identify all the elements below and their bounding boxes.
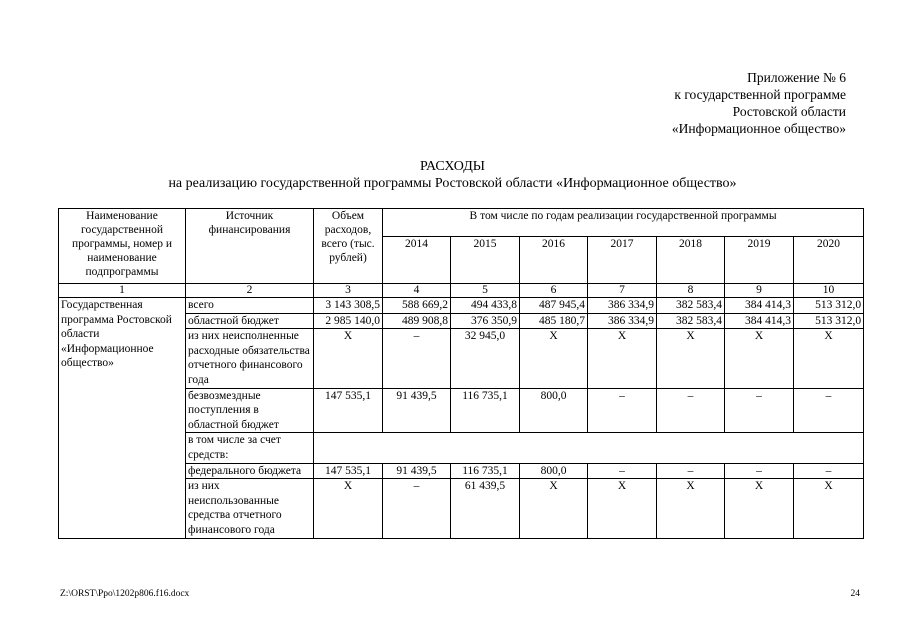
program-name-cell: Государственная программа Ростовской области «Информационное общество» (59, 298, 186, 539)
value-cell: 147 535,1 (314, 463, 383, 479)
value-cell: – (657, 463, 725, 479)
value-cell: 91 439,5 (383, 388, 451, 433)
header-year: 2015 (451, 237, 520, 284)
column-number: 3 (314, 284, 383, 298)
value-cell: X (725, 329, 794, 388)
value-cell: 494 433,8 (451, 298, 520, 314)
appendix-line: к государственной программе (674, 87, 846, 102)
appendix-line: Ростовской области (732, 104, 846, 119)
header-year: 2019 (725, 237, 794, 284)
value-cell: – (794, 388, 864, 433)
value-cell: X (794, 479, 864, 538)
value-cell: – (794, 463, 864, 479)
value-cell: X (314, 479, 383, 538)
source-cell: всего (186, 298, 314, 314)
value-cell: 487 945,4 (520, 298, 588, 314)
table-row (59, 298, 864, 314)
value-cell: 384 414,3 (725, 298, 794, 314)
source-cell: из них неисполненные расходные обязательства отчетного финансового года (186, 329, 314, 388)
value-cell: 489 908,8 (383, 313, 451, 329)
column-number: 8 (657, 284, 725, 298)
value-cell: 116 735,1 (451, 463, 520, 479)
file-path-footer: Z:\ORST\Ppo\1202p806.f16.docx (60, 589, 190, 599)
value-cell: 386 334,9 (588, 313, 657, 329)
value-cell: 147 535,1 (314, 388, 383, 433)
page-number: 24 (850, 589, 860, 599)
value-cell: 386 334,9 (588, 298, 657, 314)
column-number: 6 (520, 284, 588, 298)
column-number: 4 (383, 284, 451, 298)
document-subtitle: на реализацию государственной программы Ростовской области «Информационное общество» (168, 176, 737, 191)
value-cell: – (725, 463, 794, 479)
value-cell: 61 439,5 (451, 479, 520, 538)
column-number: 2 (186, 284, 314, 298)
value-cell: X (657, 479, 725, 538)
header-year: 2018 (657, 237, 725, 284)
header-year: 2014 (383, 237, 451, 284)
value-cell: 800,0 (520, 463, 588, 479)
value-cell: – (383, 479, 451, 538)
source-cell: безвозмездные поступления в областной бюджет (186, 388, 314, 433)
value-cell: X (520, 479, 588, 538)
appendix-line: «Информационное общество» (671, 121, 846, 136)
value-cell: 588 669,2 (383, 298, 451, 314)
value-cell: 485 180,7 (520, 313, 588, 329)
value-cell: 116 735,1 (451, 388, 520, 433)
value-cell: – (657, 388, 725, 433)
appendix-note (560, 69, 846, 137)
header-year: 2020 (794, 237, 864, 284)
header-year: 2016 (520, 237, 588, 284)
value-cell: 91 439,5 (383, 463, 451, 479)
source-cell: из них неиспользованные средства отчетного финансового года (186, 479, 314, 538)
expenditure-table (58, 208, 864, 539)
value-cell: X (588, 329, 657, 388)
value-cell: X (794, 329, 864, 388)
value-cell: X (588, 479, 657, 538)
source-cell: федерального бюджета (186, 463, 314, 479)
value-cell: – (588, 463, 657, 479)
header-year: 2017 (588, 237, 657, 284)
value-cell: 2 985 140,0 (314, 313, 383, 329)
value-cell: 376 350,9 (451, 313, 520, 329)
value-cell: – (725, 388, 794, 433)
empty-cell (314, 433, 864, 463)
source-cell: в том числе за счет средств: (186, 433, 314, 463)
value-cell: 32 945,0 (451, 329, 520, 388)
value-cell: 3 143 308,5 (314, 298, 383, 314)
header-volume: Объем расходов, всего (тыс. рублей) (314, 209, 383, 284)
value-cell: X (520, 329, 588, 388)
column-number-row (59, 284, 864, 298)
column-number: 9 (725, 284, 794, 298)
column-number: 1 (59, 284, 186, 298)
column-number: 10 (794, 284, 864, 298)
document-title: РАСХОДЫ (420, 159, 485, 174)
header-source: Источник финансирования (186, 209, 314, 284)
value-cell: 513 312,0 (794, 298, 864, 314)
value-cell: X (314, 329, 383, 388)
header-program-name: Наименование государственной программы, номер и наименование подпрограммы (59, 209, 186, 284)
value-cell: 800,0 (520, 388, 588, 433)
column-number: 7 (588, 284, 657, 298)
value-cell: – (383, 329, 451, 388)
column-number: 5 (451, 284, 520, 298)
appendix-line: Приложение № 6 (747, 70, 846, 85)
value-cell: 382 583,4 (657, 313, 725, 329)
value-cell: 384 414,3 (725, 313, 794, 329)
value-cell: 513 312,0 (794, 313, 864, 329)
value-cell: 382 583,4 (657, 298, 725, 314)
value-cell: – (588, 388, 657, 433)
value-cell: X (657, 329, 725, 388)
header-by-years: В том числе по годам реализации государственной программы (383, 209, 864, 237)
source-cell: областной бюджет (186, 313, 314, 329)
value-cell: X (725, 479, 794, 538)
